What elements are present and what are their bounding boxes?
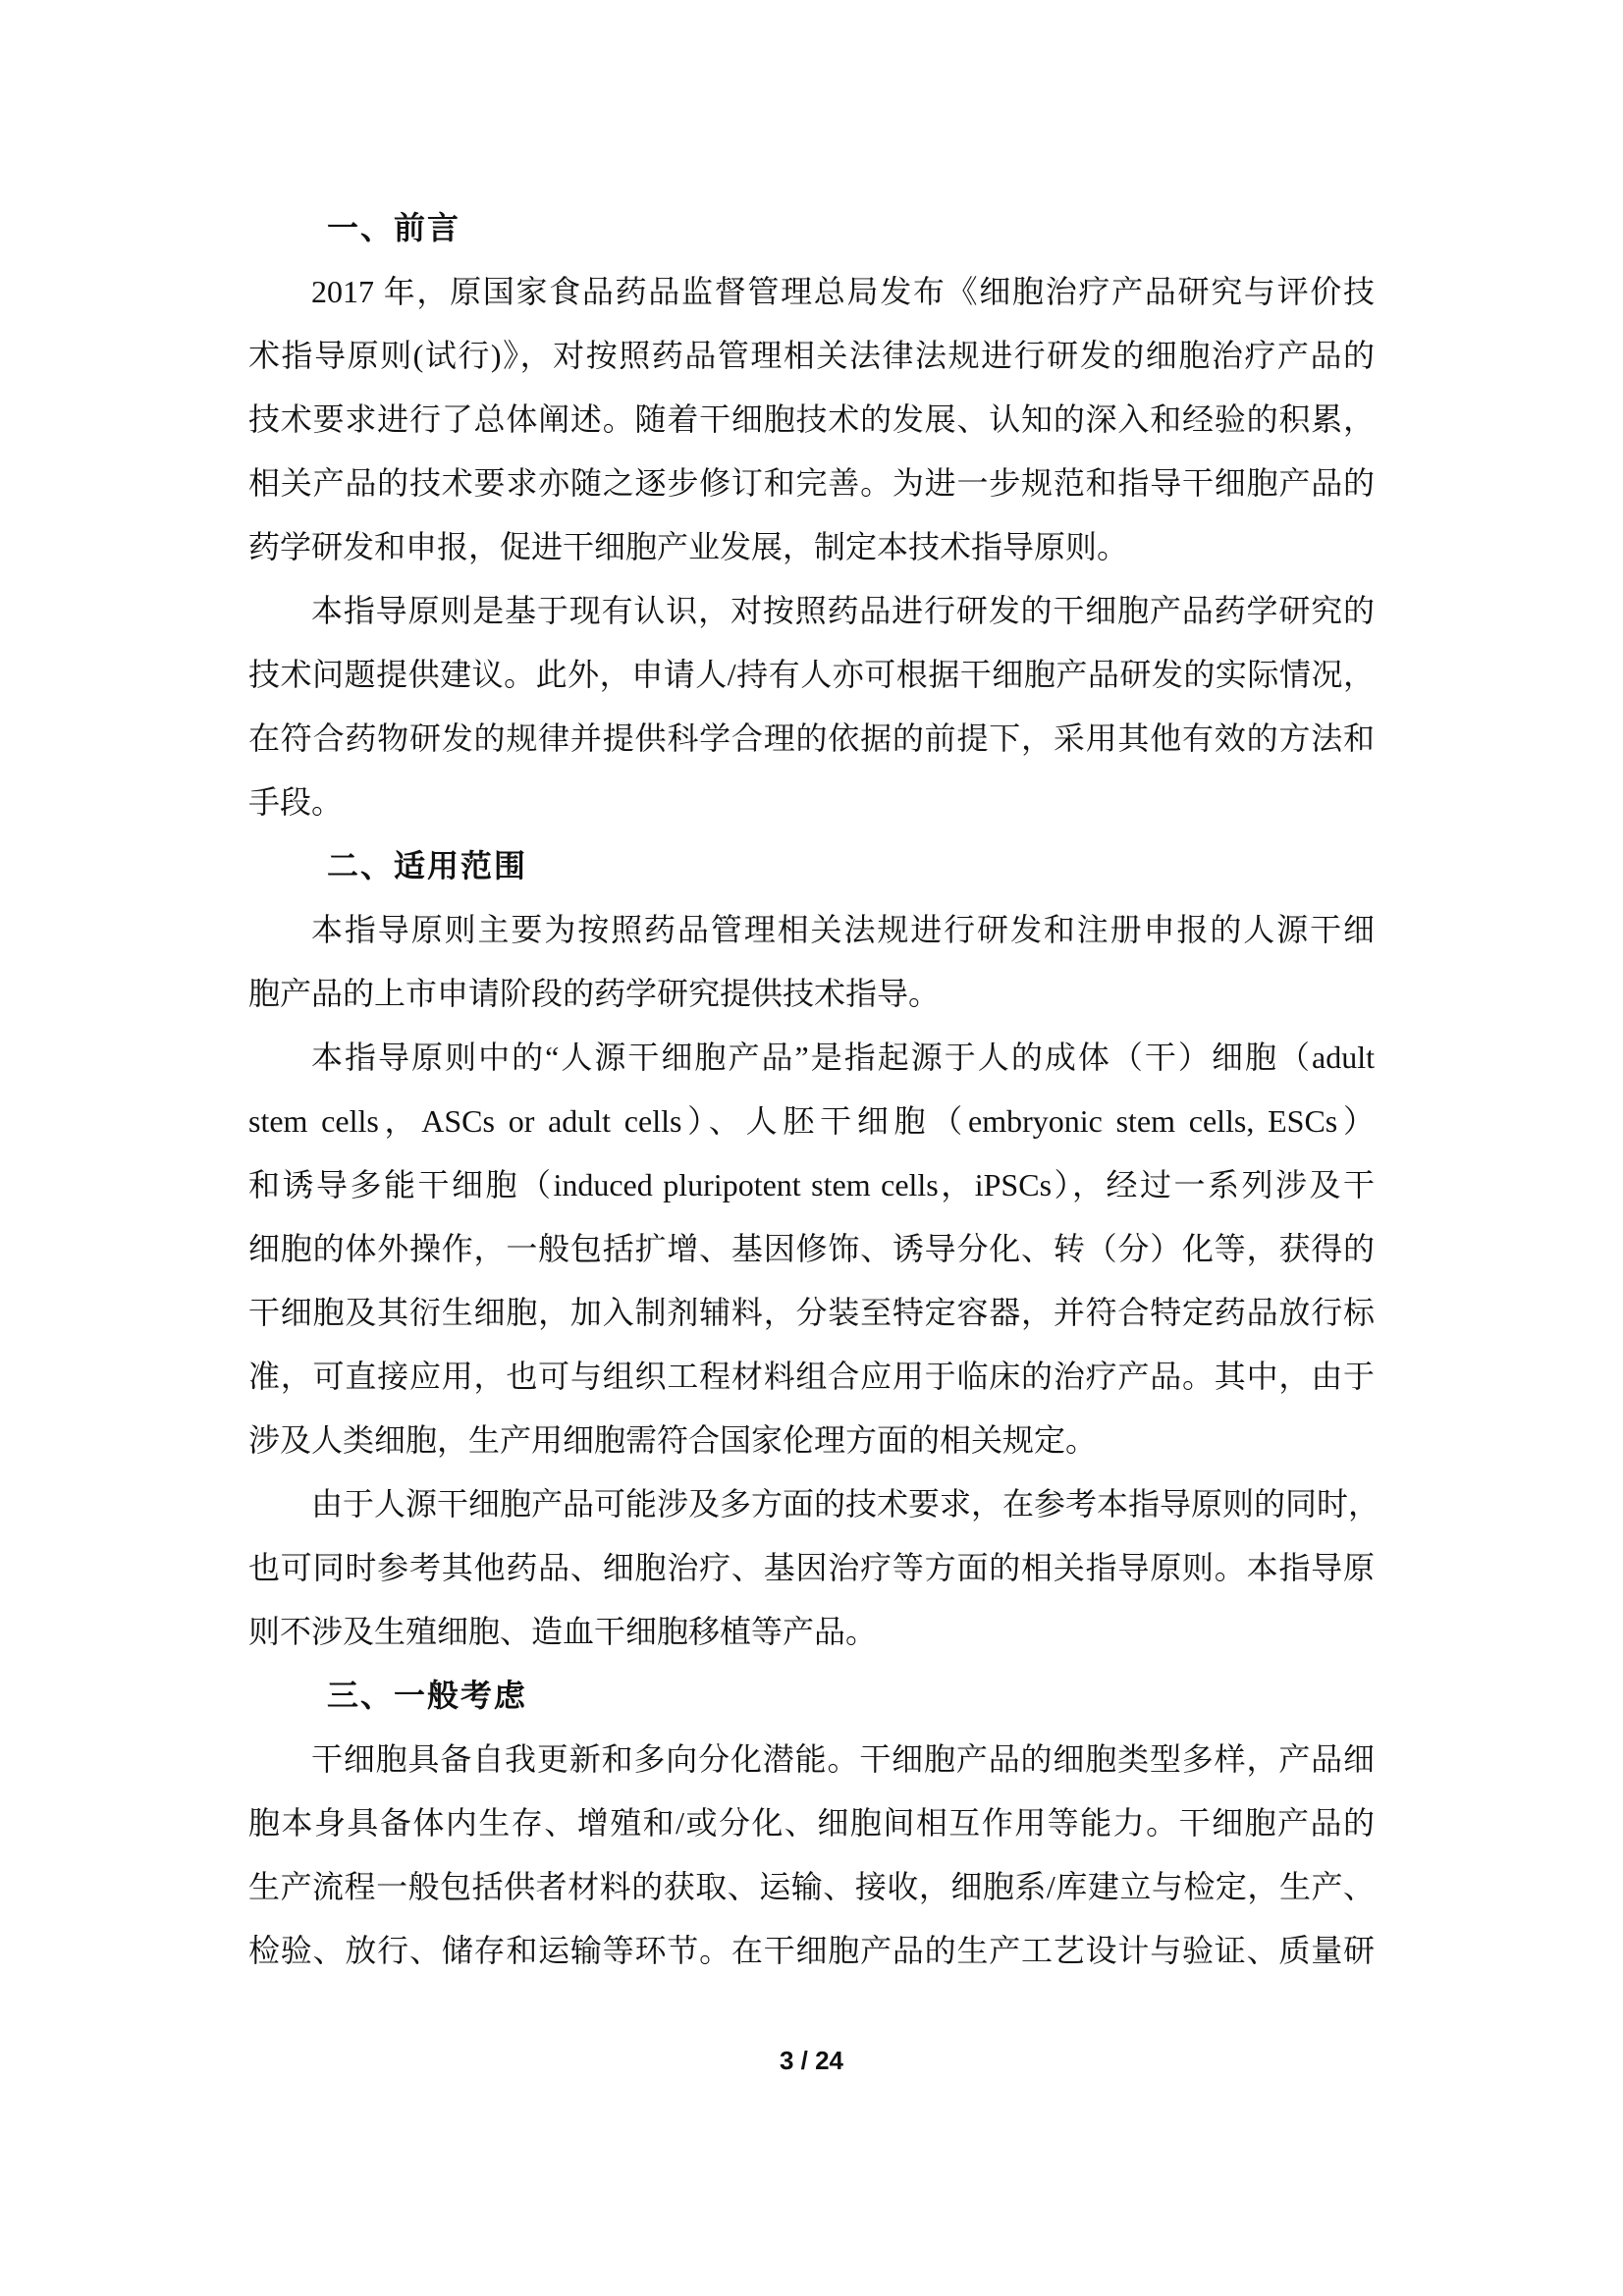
- paragraph-line: 干细胞具备自我更新和多向分化潜能。干细胞产品的细胞类型多样，产品细: [311, 1741, 1375, 1777]
- paragraph-line: 2017 年，原国家食品药品监督管理总局发布《细胞治疗产品研究与评价技: [311, 274, 1375, 309]
- section-heading-general-considerations: 三、一般考虑: [327, 1677, 528, 1714]
- paragraph-line: 干细胞及其衍生细胞，加入制剂辅料，分装至特定容器，并符合特定药品放行标: [248, 1295, 1375, 1330]
- paragraph-line: 细胞的体外操作，一般包括扩增、基因修饰、诱导分化、转（分）化等，获得的: [248, 1231, 1375, 1266]
- paragraph-line: 则不涉及生殖细胞、造血干细胞移植等产品。: [248, 1614, 878, 1649]
- paragraph-line: 胞产品的上市申请阶段的药学研究提供技术指导。: [248, 976, 941, 1011]
- paragraph-line: 技术要求进行了总体阐述。随着干细胞技术的发展、认知的深入和经验的积累，: [248, 401, 1375, 437]
- paragraph-line: 本指导原则中的“人源干细胞产品”是指起源于人的成体（干）细胞（adult: [311, 1040, 1375, 1075]
- paragraph-line: 手段。: [248, 784, 344, 820]
- paragraph-line: 由于人源干细胞产品可能涉及多方面的技术要求，在参考本指导原则的同时，: [311, 1486, 1380, 1522]
- paragraph-line: 相关产品的技术要求亦随之逐步修订和完善。为进一步规范和指导干细胞产品的: [248, 465, 1375, 501]
- section-heading-preface: 一、前言: [327, 209, 461, 246]
- paragraph-line: 技术问题提供建议。此外，申请人/持有人亦可根据干细胞产品研发的实际情况，: [248, 657, 1375, 692]
- paragraph-line: 胞本身具备体内生存、增殖和/或分化、细胞间相互作用等能力。干细胞产品的: [248, 1805, 1375, 1841]
- paragraph-line: 也可同时参考其他药品、细胞治疗、基因治疗等方面的相关指导原则。本指导原: [248, 1550, 1375, 1585]
- paragraph-line: 和诱导多能干细胞（induced pluripotent stem cells，iPSCs），经过一系列涉及干: [248, 1167, 1375, 1202]
- paragraph-line: 药学研发和申报，促进干细胞产业发展，制定本技术指导原则。: [248, 529, 1129, 564]
- paragraph-line: 本指导原则是基于现有认识，对按照药品进行研发的干细胞产品药学研究的: [311, 593, 1375, 628]
- paragraph-line: 生产流程一般包括供者材料的获取、运输、接收，细胞系/库建立与检定，生产、: [248, 1869, 1375, 1904]
- page-number: 3 / 24: [779, 2046, 844, 2075]
- paragraph-line: 本指导原则主要为按照药品管理相关法规进行研发和注册申报的人源干细: [311, 912, 1375, 947]
- paragraph-line: 术指导原则(试行)》，对按照药品管理相关法律法规进行研发的细胞治疗产品的: [248, 338, 1375, 373]
- paragraph-line: 在符合药物研发的规律并提供科学合理的依据的前提下，采用其他有效的方法和: [248, 721, 1375, 756]
- paragraph-line: 检验、放行、储存和运输等环节。在干细胞产品的生产工艺设计与验证、质量研: [248, 1933, 1375, 1968]
- paragraph-line: 准，可直接应用，也可与组织工程材料组合应用于临床的治疗产品。其中，由于: [248, 1359, 1375, 1394]
- section-heading-scope: 二、适用范围: [327, 847, 528, 884]
- paragraph-line: 涉及人类细胞，生产用细胞需符合国家伦理方面的相关规定。: [248, 1422, 1098, 1458]
- document-body: [248, 196, 1380, 1983]
- paragraph-line: stem cells，ASCs or adult cells）、人胚干细胞（embryonic stem cells, ESCs）: [248, 1103, 1375, 1139]
